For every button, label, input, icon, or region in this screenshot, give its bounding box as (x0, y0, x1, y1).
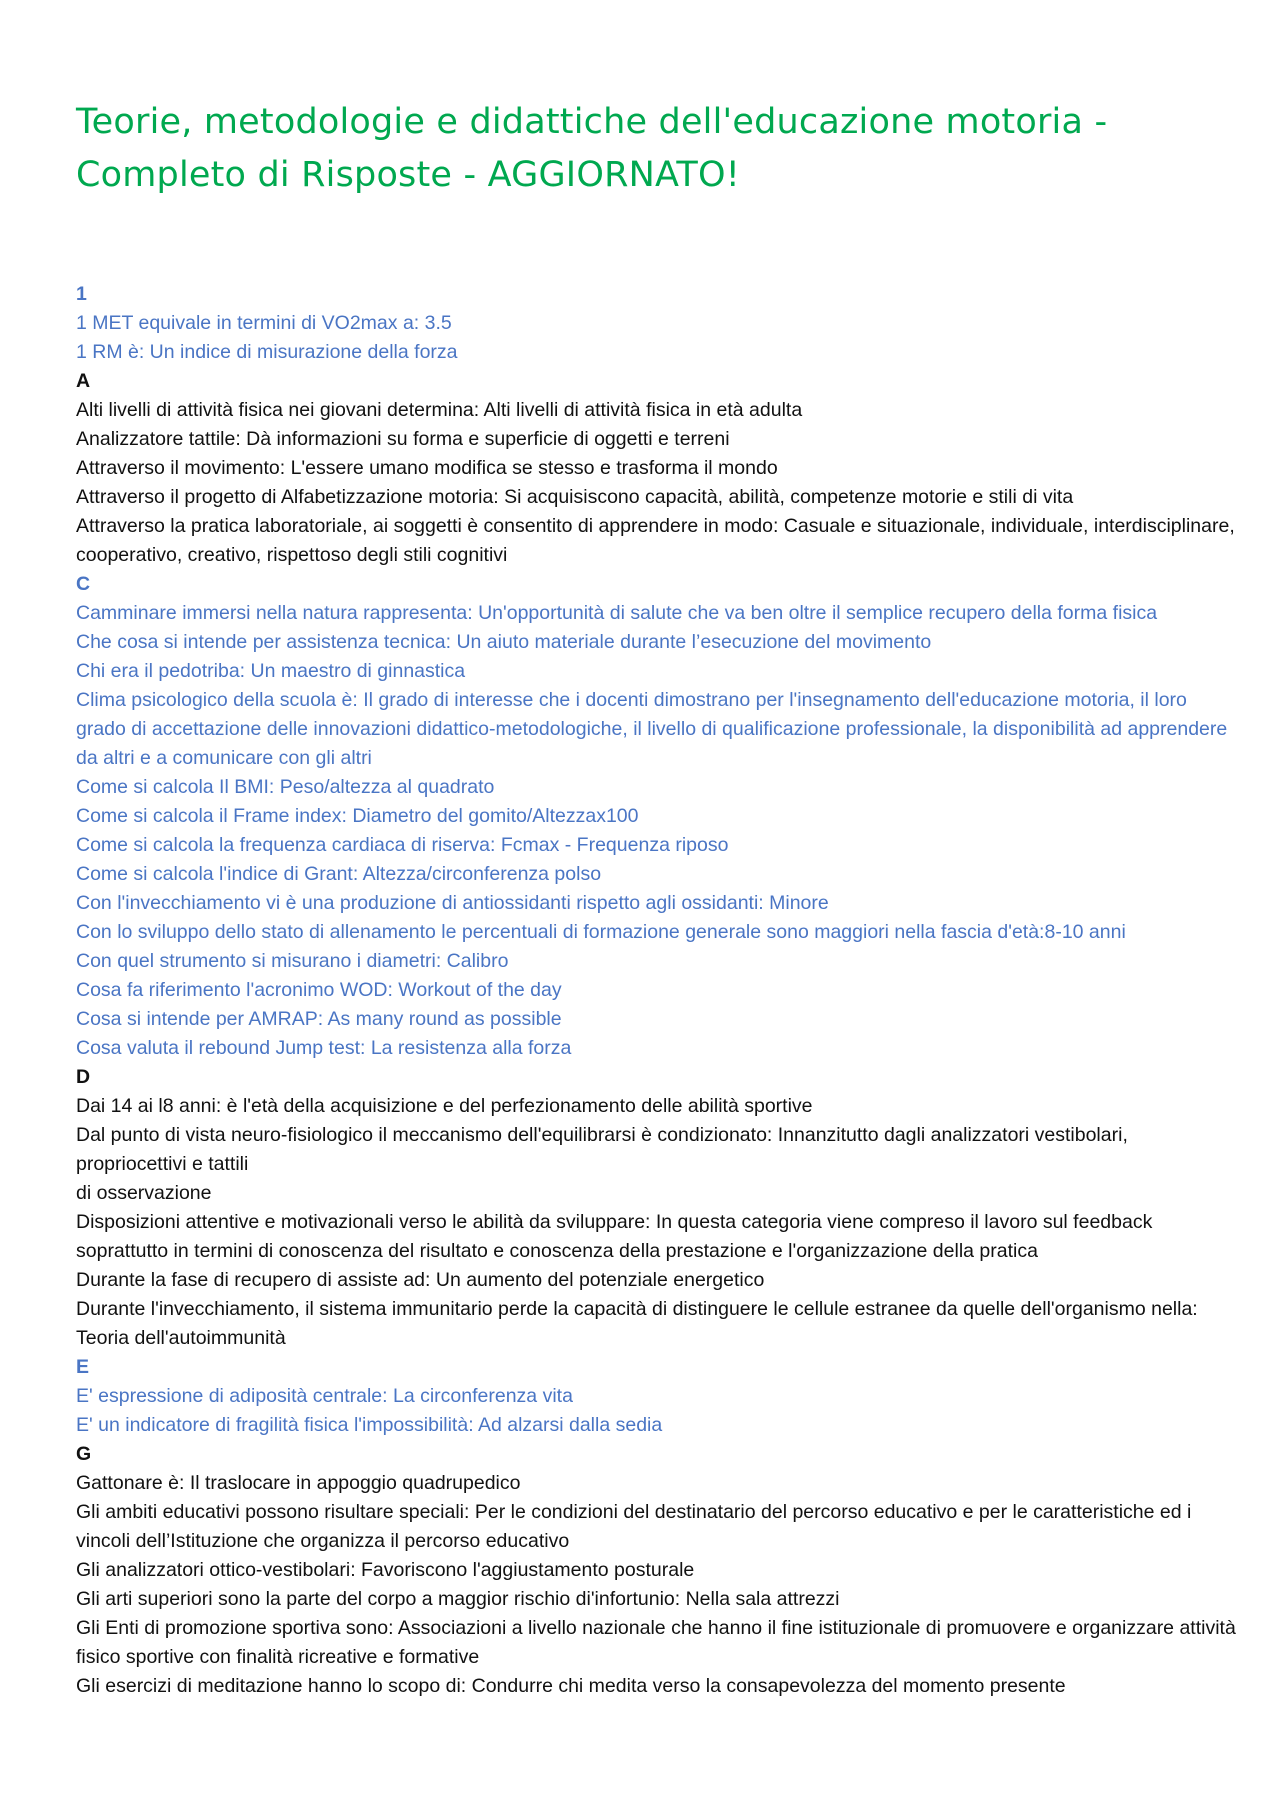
qa-entry: Cosa si intende per AMRAP: As many round as possible (76, 1008, 562, 1030)
section-e (76, 1353, 1236, 1440)
qa-entry: Attraverso il movimento: L'essere umano modifica se stesso e trasforma il mondo (76, 457, 778, 479)
qa-entry: Clima psicologico della scuola è: Il grado di interesse che i docenti dimostrano per l'insegnamento dell'educazione motoria, il loro grado di accettazione delle innovazioni didattico-metodologiche, il livello di qualificazione professionale, la disponibilità ad apprendere da altri e a comunicare con gli altri (76, 689, 1228, 769)
qa-entry: Durante l'invecchiamento, il sistema immunitario perde la capacità di distinguere le cellule estranee da quelle dell'organismo nella: Teoria dell'autoimmunità (76, 1298, 1198, 1349)
qa-entry: Con lo sviluppo dello stato di allenamento le percentuali di formazione generale sono maggiori nella fascia d'età:8-10 anni (76, 921, 1126, 943)
document-body (76, 280, 1236, 1701)
qa-entry: di osservazione (76, 1182, 212, 1204)
qa-entry: Gli Enti di promozione sportiva sono: Associazioni a livello nazionale che hanno il fine istituzionale di promuovere e organizzare attività fisico sportive con finalità ricreative e formative (76, 1617, 1236, 1668)
qa-entry: Dal punto di vista neuro-fisiologico il meccanismo dell'equilibrarsi è condizionato: Innanzitutto dagli analizzatori vestibolari, propriocettivi e tattili (76, 1124, 1128, 1175)
qa-entry: Gli analizzatori ottico-vestibolari: Favoriscono l'aggiustamento posturale (76, 1559, 695, 1581)
qa-entry: Camminare immersi nella natura rappresenta: Un'opportunità di salute che va ben oltre il semplice recupero della forma fisica (76, 602, 1158, 624)
section-letter: G (76, 1443, 92, 1465)
qa-entry: Disposizioni attentive e motivazionali verso le abilità da sviluppare: In questa categoria viene compreso il lavoro sul feedback soprattutto in termini di conoscenza del risultato e conoscenza della prestazione e l'organizzazione della pratica (76, 1211, 1153, 1262)
section-c (76, 570, 1236, 1063)
qa-entry: Che cosa si intende per assistenza tecnica: Un aiuto materiale durante l’esecuzione del movimento (76, 631, 932, 653)
qa-entry: Gli esercizi di meditazione hanno lo scopo di: Condurre chi medita verso la consapevolezza del momento presente (76, 1675, 1066, 1697)
qa-entry: 1 RM è: Un indice di misurazione della forza (76, 341, 458, 363)
qa-entry: Come si calcola Il BMI: Peso/altezza al quadrato (76, 776, 495, 798)
qa-entry: Gli ambiti educativi possono risultare speciali: Per le condizioni del destinatario del percorso educativo e per le caratteristiche ed i vincoli dell’Istituzione che organizza il percorso educativo (76, 1501, 1192, 1552)
section-letter: 1 (76, 283, 87, 305)
qa-entry: Come si calcola l'indice di Grant: Altezza/circonferenza polso (76, 863, 602, 885)
section-letter: C (76, 573, 91, 595)
qa-entry: Attraverso la pratica laboratoriale, ai soggetti è consentito di apprendere in modo: Casuale e situazionale, individuale, interdisciplinare, cooperativo, creativo, rispettoso degli stili cognitivi (76, 515, 1235, 566)
qa-entry: Attraverso il progetto di Alfabetizzazione motoria: Si acquisiscono capacità, abilità, competenze motorie e stili di vita (76, 486, 1074, 508)
section-g (76, 1440, 1236, 1701)
qa-entry: Come si calcola la frequenza cardiaca di riserva: Fcmax - Frequenza riposo (76, 834, 729, 856)
section-letter: E (76, 1356, 90, 1378)
section-letter: A (76, 370, 91, 392)
qa-entry: Dai 14 ai l8 anni: è l'età della acquisizione e del perfezionamento delle abilità sportive (76, 1095, 813, 1117)
document-page (76, 96, 1236, 1701)
section-1 (76, 280, 1236, 367)
qa-entry: E' espressione di adiposità centrale: La circonferenza vita (76, 1385, 573, 1407)
section-letter: D (76, 1066, 91, 1088)
qa-entry: Analizzatore tattile: Dà informazioni su forma e superficie di oggetti e terreni (76, 428, 730, 450)
qa-entry: Con l'invecchiamento vi è una produzione di antiossidanti rispetto agli ossidanti: Minore (76, 892, 829, 914)
document-title: Teorie, metodologie e didattiche dell'educazione motoria - Completo di Risposte - AGGIORNATO! (76, 102, 1108, 195)
qa-entry: Cosa fa riferimento l'acronimo WOD: Workout of the day (76, 979, 562, 1001)
qa-entry: Come si calcola il Frame index: Diametro del gomito/Altezzax100 (76, 805, 639, 827)
qa-entry: Chi era il pedotriba: Un maestro di ginnastica (76, 660, 466, 682)
qa-entry: Gattonare è: Il traslocare in appoggio quadrupedico (76, 1472, 521, 1494)
qa-entry: Alti livelli di attività fisica nei giovani determina: Alti livelli di attività fisica in età adulta (76, 399, 803, 421)
qa-entry: Cosa valuta il rebound Jump test: La resistenza alla forza (76, 1037, 572, 1059)
qa-entry: Gli arti superiori sono la parte del corpo a maggior rischio di'infortunio: Nella sala attrezzi (76, 1588, 840, 1610)
qa-entry: Con quel strumento si misurano i diametri: Calibro (76, 950, 509, 972)
qa-entry: Durante la fase di recupero di assiste ad: Un aumento del potenziale energetico (76, 1269, 765, 1291)
section-d (76, 1063, 1236, 1353)
qa-entry: E' un indicatore di fragilità fisica l'impossibilità: Ad alzarsi dalla sedia (76, 1414, 663, 1436)
section-a (76, 367, 1236, 570)
qa-entry: 1 MET equivale in termini di VO2max a: 3.5 (76, 312, 452, 334)
